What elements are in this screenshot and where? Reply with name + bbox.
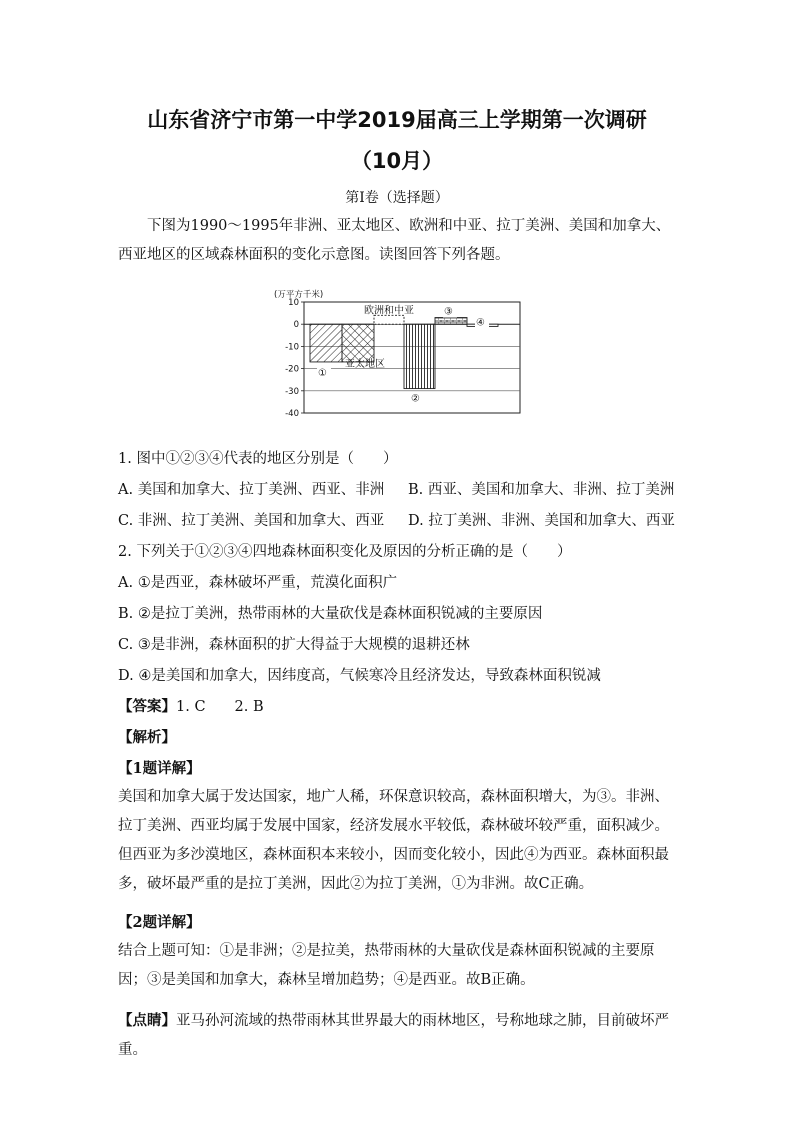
doc-title-line1: 山东省济宁市第一中学2019届高三上学期第一次调研 — [147, 108, 647, 132]
y-tick-label: -10 — [285, 342, 299, 353]
bar-label-3: 欧洲和中亚 — [364, 305, 414, 317]
bar-label-2: 亚太地区 — [345, 358, 385, 370]
analysis-tag: 【解析】 — [118, 729, 176, 746]
question-2: 2. 下列关于①②③④四地森林面积变化及原因的分析正确的是（ ） — [118, 544, 572, 560]
answer-tag: 【答案】 — [118, 698, 176, 715]
detail-1-tag: 【1题详解】 — [118, 760, 201, 777]
detail-2-text: 结合上题可知：①是非洲；②是拉美，热带雨林的大量砍伐是森林面积锐减的主要原因；③是美国和加拿大，森林呈增加趋势；④是西亚。故B正确。 — [118, 943, 655, 988]
answer-text: 1. C 2. B — [176, 699, 264, 715]
tip-text: 亚马孙河流域的热带雨林其世界最大的雨林地区，号称地球之肺，目前破坏严重。 — [118, 1013, 669, 1058]
bar-2 — [342, 324, 374, 362]
detail-2-tag: 【2题详解】 — [118, 914, 201, 931]
y-tick-label: 10 — [288, 298, 299, 308]
q2-option-b: B. ②是拉丁美洲，热带雨林的大量砍伐是森林面积锐减的主要原因 — [118, 606, 543, 622]
tip-tag: 【点睛】 — [118, 1012, 176, 1029]
section-heading: 第Ⅰ卷（选择题） — [345, 190, 449, 206]
answer-line — [118, 695, 264, 716]
q2-option-c: C. ③是非洲，森林面积的扩大得益于大规模的退耕还林 — [118, 637, 470, 653]
doc-title-line2: （10月） — [350, 149, 444, 173]
bar-1 — [310, 324, 342, 362]
q2-option-d: D. ④是美国和加拿大，因纬度高，气候寒冷且经济发达，导致森林面积锐减 — [118, 668, 601, 684]
q2-option-a: A. ①是西亚，森林破坏严重，荒漠化面积广 — [118, 575, 398, 591]
q1-option-d: D. 拉丁美洲、非洲、美国和加拿大、西亚 — [408, 513, 675, 529]
y-tick-label: 0 — [293, 320, 299, 331]
y-tick-label: -40 — [285, 409, 299, 419]
intro-paragraph: 下图为1990～1995年非洲、亚太地区、欧洲和中亚、拉丁美洲、美国和加拿大、西亚地区的区域森林面积的变化示意图。读图回答下列各题。 — [118, 218, 671, 263]
tip-paragraph — [118, 1006, 678, 1065]
chart-bars — [310, 315, 498, 388]
y-axis-label: (万平方千米) — [274, 290, 324, 300]
bar-4 — [404, 324, 435, 388]
bar-3 — [374, 315, 404, 324]
bar-label-6: ④ — [476, 317, 485, 329]
q1-option-b: B. 西亚、美国和加拿大、非洲、拉丁美洲 — [408, 482, 675, 498]
bar-label-1: ① — [318, 367, 327, 379]
detail-1-text: 美国和加拿大属于发达国家，地广人稀，环保意识较高，森林面积增大，为③。非洲、拉丁美洲、西亚均属于发展中国家，经济发展水平较低，森林破坏较严重，面积减少。但西亚为多沙漠地区，森林面积本来较小，因而变化较小，因此④为西亚。森林面积最多，破坏最严重的是拉丁美洲，因此②为拉丁美洲，①为非洲。故C正确。 — [118, 789, 669, 892]
question-1: 1. 图中①②③④代表的地区分别是（ ） — [118, 451, 398, 467]
q1-option-a: A. 美国和加拿大、拉丁美洲、西亚、非洲 — [118, 482, 385, 498]
bar-label-4: ② — [411, 393, 420, 405]
y-tick-label: -20 — [285, 364, 299, 375]
q1-option-c: C. 非洲、拉丁美洲、美国和加拿大、西亚 — [118, 513, 385, 529]
forest-area-chart — [270, 288, 530, 422]
y-tick-label: -30 — [285, 386, 299, 397]
bar-5 — [435, 318, 467, 325]
bar-label-5: ③ — [444, 306, 453, 318]
